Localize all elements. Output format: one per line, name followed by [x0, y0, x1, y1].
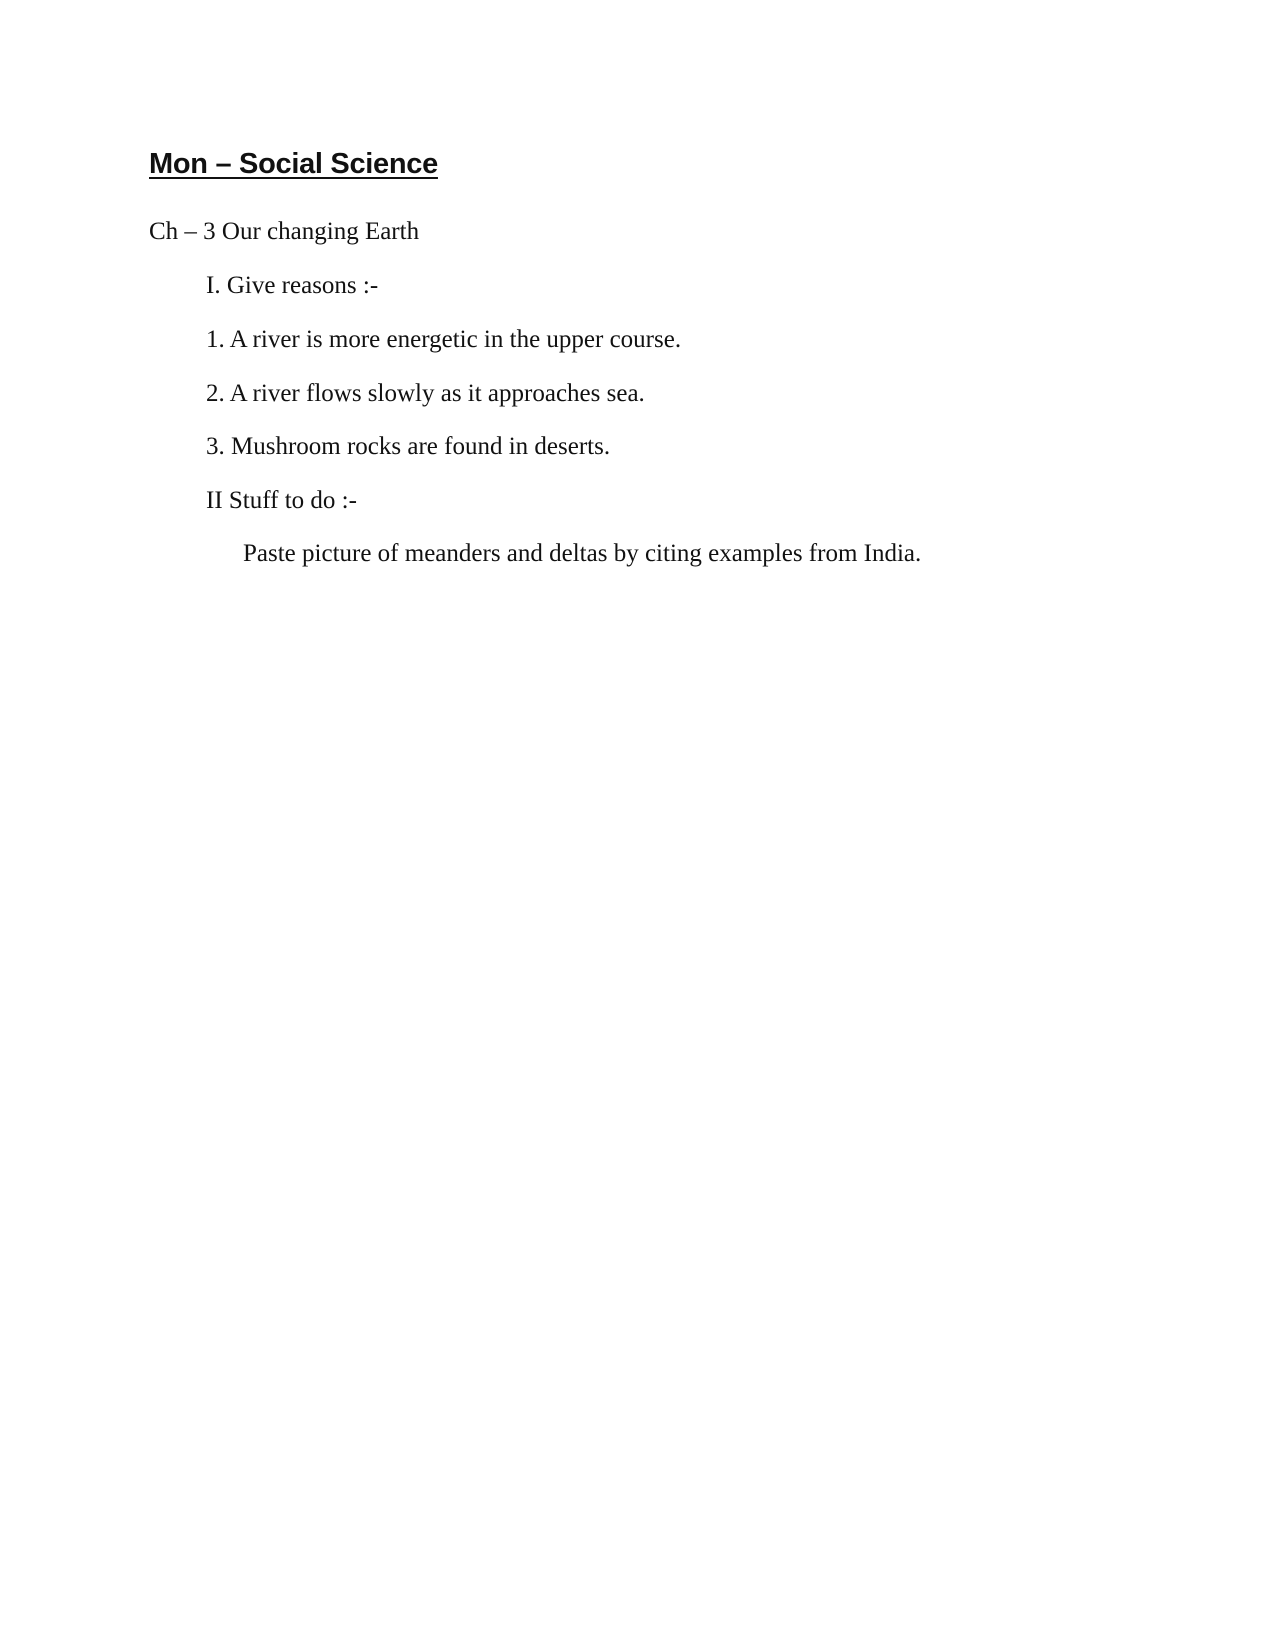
- section-heading-stuff-to-do: II Stuff to do :-: [206, 487, 357, 514]
- question-item: 3. Mushroom rocks are found in deserts.: [206, 433, 611, 460]
- task-instruction: Paste picture of meanders and deltas by citing examples from India.: [243, 540, 922, 567]
- page-title: Mon – Social Science: [149, 148, 438, 180]
- section-heading-give-reasons: I. Give reasons :-: [206, 272, 379, 299]
- question-item: 2. A river flows slowly as it approaches sea.: [206, 380, 645, 407]
- question-item: 1. A river is more energetic in the upper course.: [206, 326, 682, 353]
- chapter-title: Ch – 3 Our changing Earth: [149, 218, 420, 245]
